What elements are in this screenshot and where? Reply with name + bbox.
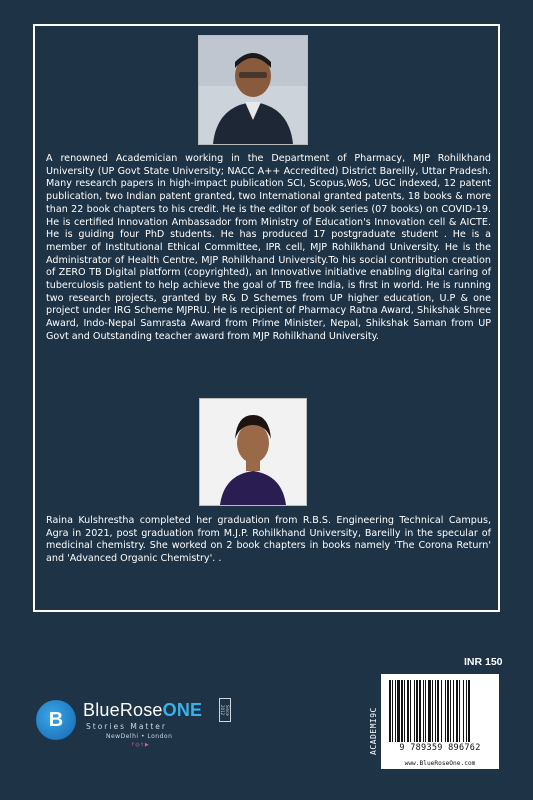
barcode-bar — [463, 680, 464, 742]
barcode-bar — [410, 680, 411, 742]
barcode-bar — [432, 680, 433, 742]
logo-letter: B — [48, 708, 64, 731]
publisher-edition-mark: Since 2012 — [219, 698, 231, 722]
barcode-bar — [428, 680, 431, 742]
barcode-bar — [414, 680, 415, 742]
barcode-bar — [437, 680, 439, 742]
publisher-name — [83, 700, 202, 721]
publisher-website: www.BlueRoseOne.com — [381, 759, 499, 769]
social-icons: f ◎ t ▶ — [132, 742, 149, 748]
barcode-bar — [441, 680, 442, 742]
barcode-bar — [447, 680, 449, 742]
barcode-bar — [450, 680, 451, 742]
barcode-bar — [389, 680, 391, 742]
publisher-logo-icon — [36, 700, 76, 740]
author1-photo — [198, 35, 308, 145]
barcode-bar — [407, 680, 409, 742]
barcode-bar — [416, 680, 418, 742]
barcode-bar — [395, 680, 396, 742]
vertical-code: ACADEMI9C — [369, 707, 378, 755]
barcode-bar — [456, 680, 458, 742]
barcode-bar — [445, 680, 446, 742]
barcode-bar — [453, 680, 454, 742]
author2-photo — [199, 398, 307, 506]
publisher-tagline: Stories Matter — [86, 722, 168, 731]
publisher-name-part1: BlueRose — [83, 700, 163, 720]
barcode-bar — [435, 680, 436, 742]
barcode — [381, 674, 499, 760]
author1-bio: A renowned Academician working in the Department of Pharmacy, MJP Rohilkhand University (UP Govt State University; NACC A++ Accredited) District Bareilly, Uttar Pradesh. Many research papers in high-impact publication SCI, Scopus,WoS, UGC indexed, 12 patent publication, two Indian patent granted, two International granted patents, 18 books & more than 22 book chapters to his credit. He is the editor of book series (07 books) on COVID-19. He is certified Innovation Ambassador from Ministry of Education's Innovation cell & AICTE. He is guiding four PhD students. He has produced 17 postgraduate student . He is a member of Institutional Ethical Committee, IPR cell, MJP Rohilkhand University. He is the Administrator of Health Centre, MJP Rohilkhand University.To his social contribution creation of ZERO TB Digital platform (copyrighted), an Innovative initiative enabling digital caring of tuberculosis patient to help achieve the goal of TB free India, is first in world. He is running two research projects, granted by R& D Schemes from UP higher education, U.P & one project under IRG Scheme MJPRU. He is recipient of Pharmacy Ratna Award, Shikshak Shree Award, Indo-Nepal Samrasta Award from Prime Minister, Nepal, Shikshak Saman from UP Govt and Outstanding teacher award from MJP Rohilkhand University. — [46, 153, 491, 342]
barcode-bar — [423, 680, 424, 742]
barcode-bar — [392, 680, 393, 742]
publisher-locations: NewDelhi • London — [106, 733, 173, 740]
barcode-bar — [466, 680, 467, 742]
barcode-bar — [419, 680, 421, 742]
barcode-bar — [401, 680, 403, 742]
barcode-bar — [404, 680, 405, 742]
barcode-bar — [468, 680, 470, 742]
barcode-bars — [387, 680, 493, 742]
barcode-bar — [425, 680, 426, 742]
isbn-number: 9 789359 896762 — [399, 743, 481, 753]
publisher-name-part2: ONE — [162, 700, 203, 720]
price-label: INR 150 — [464, 656, 503, 668]
barcode-bar — [397, 680, 400, 742]
barcode-bar — [459, 680, 460, 742]
author2-bio: Raina Kulshrestha completed her graduation from R.B.S. Engineering Technical Campus, Agra in 2021, post graduation from M.J.P. Rohilkhand University, Bareilly in the specular of medicinal chemistry. She worked on 2 book chapters in books namely 'The Corona Return' and 'Advanced Organic Chemistry'. . — [46, 515, 491, 565]
